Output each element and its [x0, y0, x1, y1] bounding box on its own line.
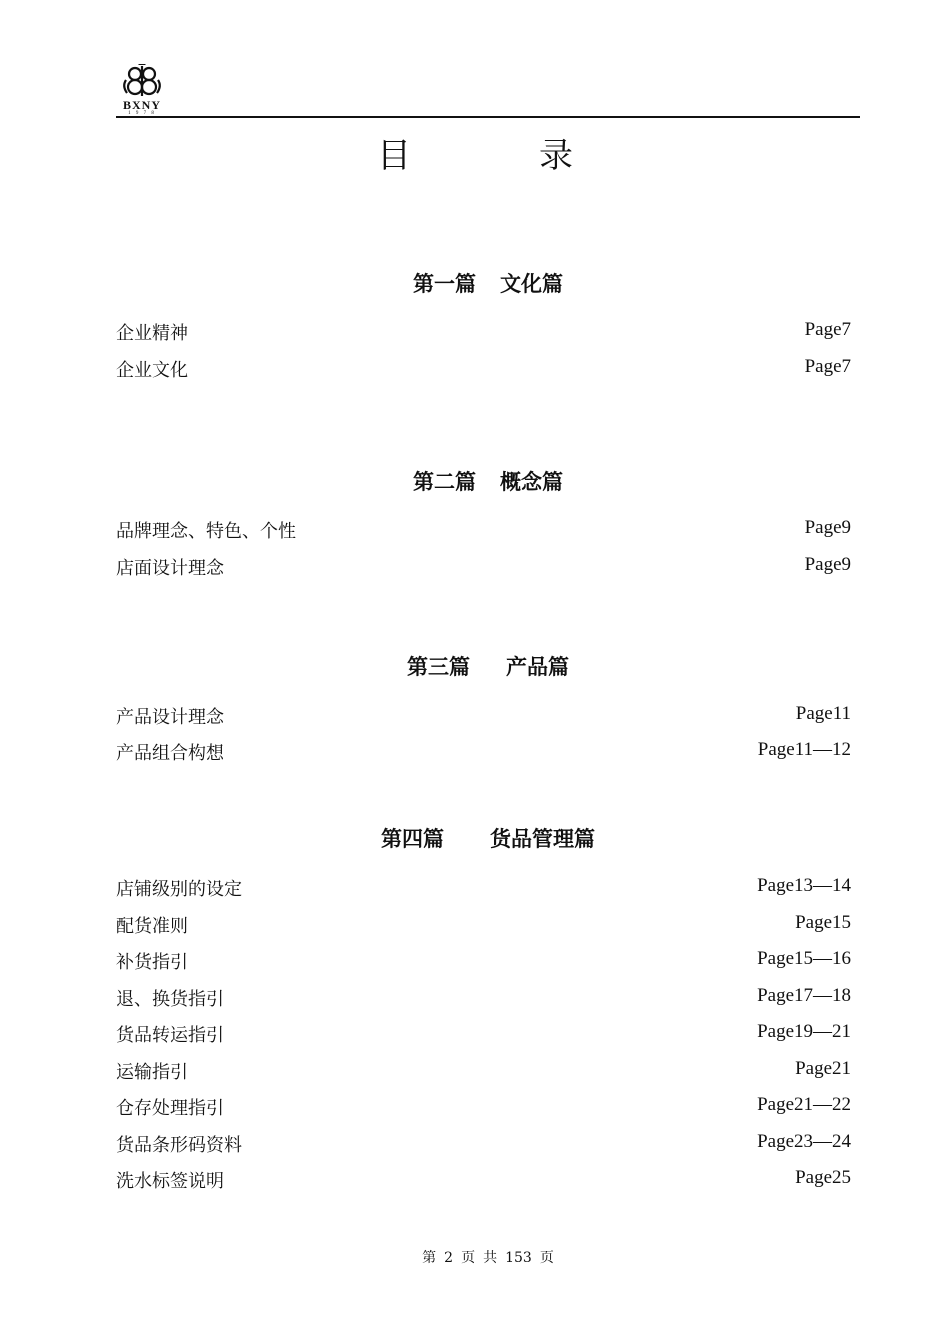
- toc-entry-label: 品牌理念、特色、个性: [116, 521, 296, 542]
- toc-entry-page: Page13—14: [757, 875, 851, 896]
- toc-entry[interactable]: [116, 1094, 851, 1120]
- section-heading-1: [0, 268, 950, 298]
- section-heading-2: [0, 466, 950, 496]
- brand-logo: [116, 64, 172, 116]
- toc-entry-page: Page17—18: [757, 985, 851, 1006]
- toc-entry-label: 洗水标签说明: [116, 1171, 224, 1192]
- footer-word: 页: [461, 1250, 476, 1266]
- toc-entry[interactable]: [116, 739, 851, 765]
- page-title: [0, 128, 950, 177]
- logo-year: 1 9 7 8: [128, 111, 156, 116]
- title-char-2: 录: [539, 136, 573, 176]
- section-heading-4: [0, 823, 950, 853]
- toc-entry-label: 产品设计理念: [116, 707, 224, 728]
- toc-entry-page: Page9: [804, 517, 851, 538]
- toc-entry-label: 配货准则: [116, 916, 188, 937]
- toc-entry[interactable]: [116, 948, 851, 974]
- footer-word: 页: [539, 1250, 554, 1266]
- toc-entry-page: Page11—12: [757, 739, 851, 760]
- toc-entry-page: Page15: [795, 912, 851, 933]
- page-footer: [0, 1247, 950, 1267]
- toc-entry[interactable]: [116, 1058, 851, 1084]
- section-part: 第四篇: [381, 826, 444, 851]
- section-part: 第三篇: [407, 654, 470, 679]
- footer-word: 第: [422, 1250, 437, 1266]
- toc-entry[interactable]: [116, 875, 851, 901]
- footer-word: 共: [483, 1250, 498, 1266]
- toc-entry[interactable]: [116, 554, 851, 580]
- logo-text: BXNY: [122, 98, 161, 112]
- section-part: 第二篇: [413, 469, 476, 494]
- toc-entry-label: 货品转运指引: [116, 1025, 224, 1046]
- toc-entry-page: Page25: [795, 1167, 851, 1188]
- toc-entry-page: Page7: [804, 356, 851, 377]
- header-rule: [116, 116, 860, 118]
- toc-entry-page: Page11: [795, 703, 851, 724]
- toc-entry-label: 退、换货指引: [116, 989, 224, 1010]
- title-char-1: 目: [377, 136, 411, 176]
- toc-entry[interactable]: [116, 1131, 851, 1157]
- toc-entry-label: 货品条形码资料: [116, 1135, 242, 1156]
- toc-entry-page: Page23—24: [757, 1131, 851, 1152]
- toc-entry-page: Page21: [795, 1058, 851, 1079]
- toc-entry[interactable]: [116, 703, 851, 729]
- toc-entry[interactable]: [116, 985, 851, 1011]
- toc-entry[interactable]: [116, 517, 851, 543]
- toc-entry[interactable]: [116, 319, 851, 345]
- logo-emblem-icon: [116, 64, 168, 100]
- toc-entry-label: 运输指引: [116, 1062, 188, 1083]
- section-name: 文化篇: [500, 271, 563, 296]
- toc-entry-label: 仓存处理指引: [116, 1098, 224, 1119]
- toc-entry-page: Page19—21: [757, 1021, 851, 1042]
- toc-entry-label: 补货指引: [116, 952, 188, 973]
- toc-entry[interactable]: [116, 1021, 851, 1047]
- toc-entry-label: 企业文化: [116, 360, 188, 381]
- section-heading-3: [0, 651, 950, 681]
- section-name: 概念篇: [500, 469, 563, 494]
- toc-entry[interactable]: [116, 912, 851, 938]
- section-name: 产品篇: [506, 654, 569, 679]
- toc-entry-page: Page9: [804, 554, 851, 575]
- toc-entry-label: 店面设计理念: [116, 558, 224, 579]
- toc-entry-label: 企业精神: [116, 323, 188, 344]
- section-name: 货品管理篇: [490, 826, 595, 851]
- section-part: 第一篇: [413, 271, 476, 296]
- toc-entry-page: Page7: [804, 319, 851, 340]
- toc-entry-page: Page21—22: [757, 1094, 851, 1115]
- toc-entry-page: Page15—16: [757, 948, 851, 969]
- footer-total-pages: 153: [505, 1250, 532, 1266]
- toc-entry[interactable]: [116, 1167, 851, 1193]
- footer-current-page: 2: [444, 1250, 454, 1266]
- toc-entry[interactable]: [116, 356, 851, 382]
- toc-entry-label: 店铺级别的设定: [116, 879, 242, 900]
- toc-entry-label: 产品组合构想: [116, 743, 224, 764]
